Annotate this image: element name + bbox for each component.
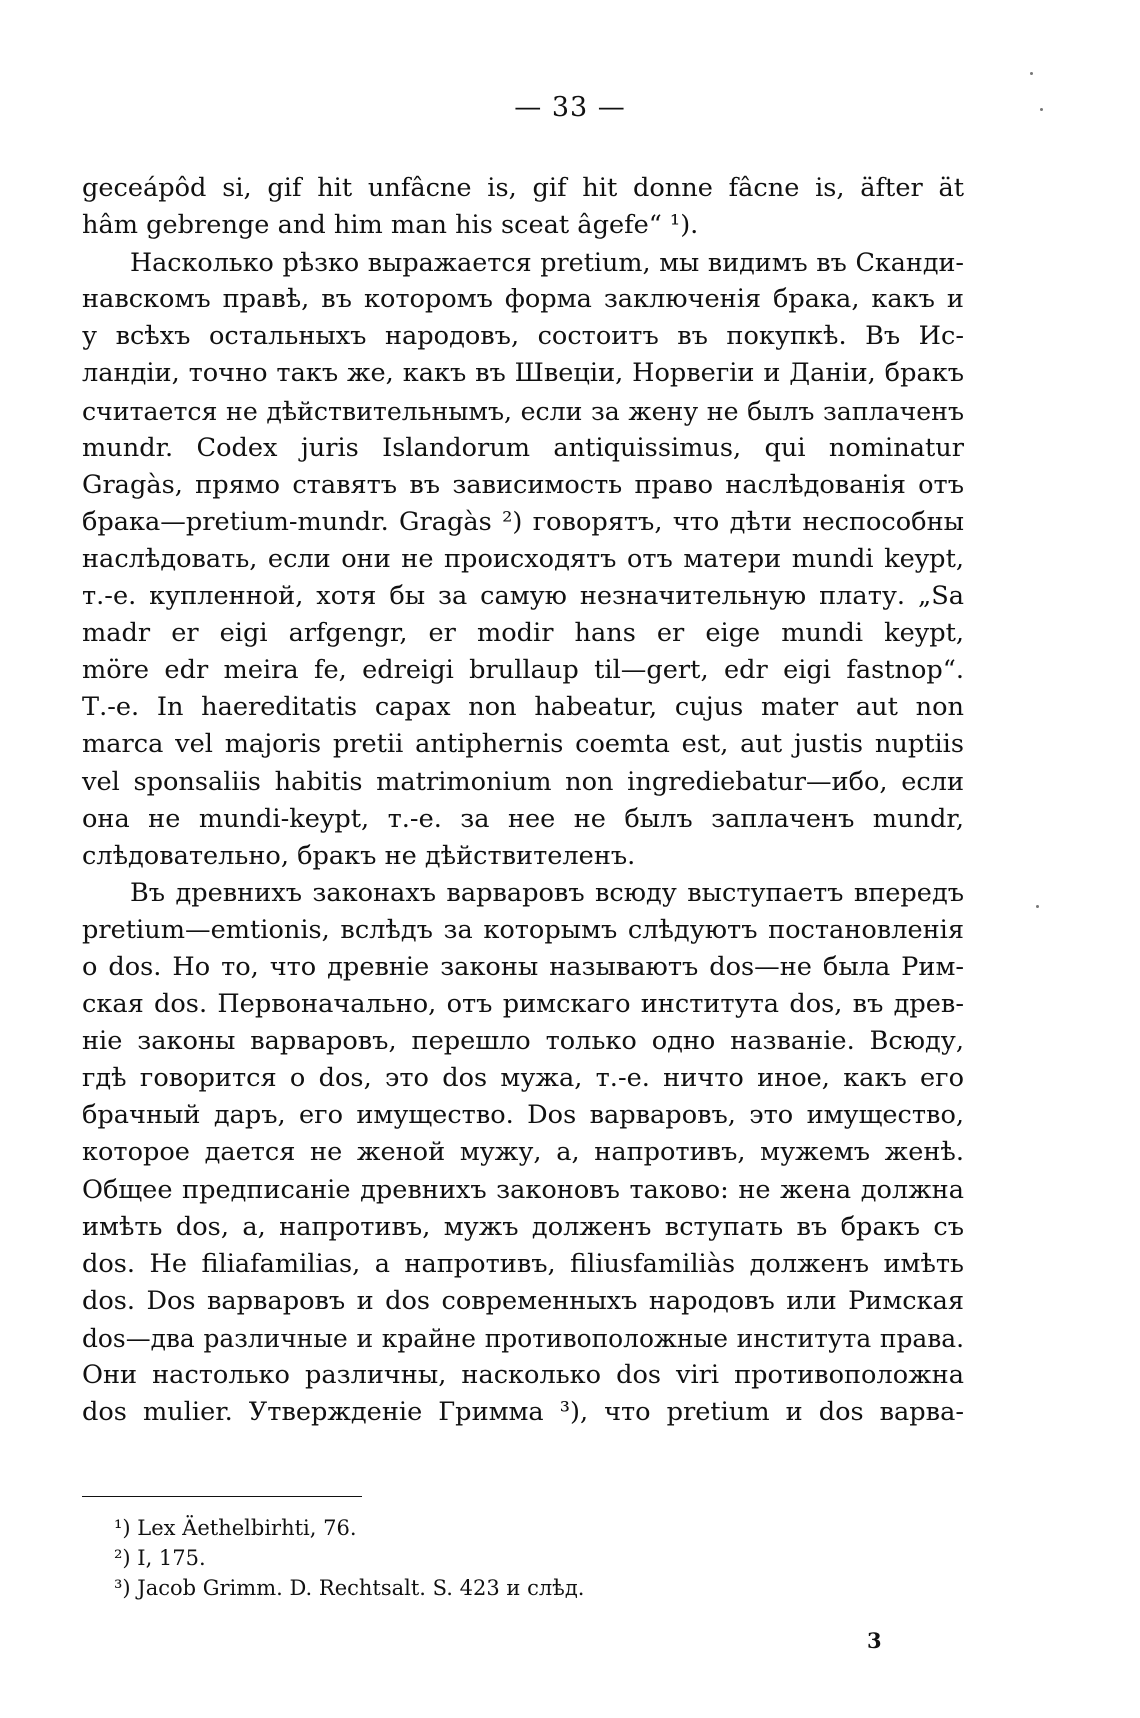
text-line: слѣдовательно, бракъ не дѣйствителенъ. — [82, 840, 636, 871]
text-line: Т.-е. In haereditatis capax non habeatur, cujus mater aut non — [82, 692, 964, 723]
text-line: pretium—emtionis, вслѣдъ за которымъ слѣдуютъ постановленія — [82, 914, 964, 945]
scan-speck — [1030, 72, 1033, 75]
text-line: geceápôd si, gif hit unfâcne is, gif hit donne fâcne is, äfter ät — [82, 173, 964, 203]
signature-mark: 3 — [867, 1628, 882, 1653]
footnote: ¹) Lex Äethelbirhti, 76. — [114, 1516, 357, 1540]
text-line: ландіи, точно такъ же, какъ въ Швеціи, Норвегіи и Даніи, бракъ — [82, 358, 964, 389]
text-line: dos mulier. Утвержденіе Гримма ³), что pretium и dos варва- — [82, 1397, 964, 1428]
text-line: считается не дѣйствительнымъ, если за жену не былъ заплаченъ — [82, 396, 964, 426]
footnote: ²) I, 175. — [114, 1546, 206, 1570]
text-line: у всѣхъ остальныхъ народовъ, состоитъ въ покупкѣ. Въ Ис- — [82, 321, 964, 352]
text-line: dos. Dos варваровъ и dos современныхъ народовъ или Римская — [82, 1285, 964, 1316]
text-line: брачный даръ, его имущество. Dos варваровъ, это имущество, — [82, 1100, 964, 1131]
text-line: möre edr meira fe, edreigi brullaup til—gert, edr eigi fastnop“. — [82, 655, 964, 686]
text-line: hâm gebrenge and him man his sceat âgefe“ ¹). — [82, 210, 699, 241]
text-line: навскомъ правѣ, въ которомъ форма заключенія брака, какъ и — [82, 284, 964, 315]
text-line: Они настолько различны, насколько dos viri противоположна — [82, 1360, 964, 1390]
text-line: dos. Не filiafamilias, а напротивъ, filiusfamiliàs долженъ имѣть — [82, 1248, 964, 1279]
scan-speck — [1040, 108, 1043, 111]
text-line: Насколько рѣзко выражается pretium, мы видимъ въ Сканди- — [130, 247, 964, 278]
footnote-divider — [82, 1496, 362, 1497]
page-number: — 33 — — [514, 92, 626, 123]
text-line: имѣть dos, а, напротивъ, мужъ долженъ вступать въ бракъ съ — [82, 1211, 964, 1242]
text-line: madr er eigi arfgengr, er modir hans er eige mundi keypt, — [82, 618, 964, 649]
text-line: vel sponsaliis habitis matrimonium non ingrediebatur—ибо, если — [82, 766, 964, 797]
text-line: наслѣдовать, если они не происходятъ отъ матери mundi keypt, — [82, 543, 964, 574]
footnotes — [114, 1513, 584, 1603]
scan-speck — [1036, 905, 1039, 908]
body-text — [82, 170, 964, 1431]
text-line: брака—pretium-mundr. Gragàs ²) говорятъ, что дѣти неспособны — [82, 506, 964, 537]
text-line: o dos. Но то, что древніе законы называютъ dos—не была Рим- — [82, 951, 964, 982]
text-line: ская dos. Первоначально, отъ римскаго института dos, въ древ- — [82, 989, 964, 1020]
text-line: ніе законы варваровъ, перешло только одно названіе. Всюду, — [82, 1026, 964, 1057]
text-line: т.-е. купленной, хотя бы за самую незначительную плату. „Sa — [82, 581, 964, 612]
text-line: Общее предписаніе древнихъ законовъ таково: не жена должна — [82, 1174, 964, 1205]
text-line: Въ древнихъ законахъ варваровъ всюду выступаетъ впередъ — [130, 877, 964, 908]
text-line: mundr. Codex juris Islandorum antiquissimus, qui nominatur — [82, 432, 964, 463]
text-line: Gragàs, прямо ставятъ въ зависимость право наслѣдованія отъ — [82, 469, 964, 500]
text-line: она не mundi-keypt, т.-е. за нее не былъ заплаченъ mundr, — [82, 803, 964, 834]
text-line: dos—два различные и крайне противоположные института права. — [82, 1323, 964, 1353]
footnote: ³) Jacob Grimm. D. Rechtsalt. S. 423 и слѣд. — [114, 1576, 585, 1600]
text-line: гдѣ говорится о dos, это dos мужа, т.-е. ничто иное, какъ его — [82, 1063, 964, 1094]
text-line: которое дается не женой мужу, а, напротивъ, мужемъ женѣ. — [82, 1137, 964, 1168]
text-line: marca vel majoris pretii antiphernis coemta est, aut justis nuptiis — [82, 729, 964, 760]
